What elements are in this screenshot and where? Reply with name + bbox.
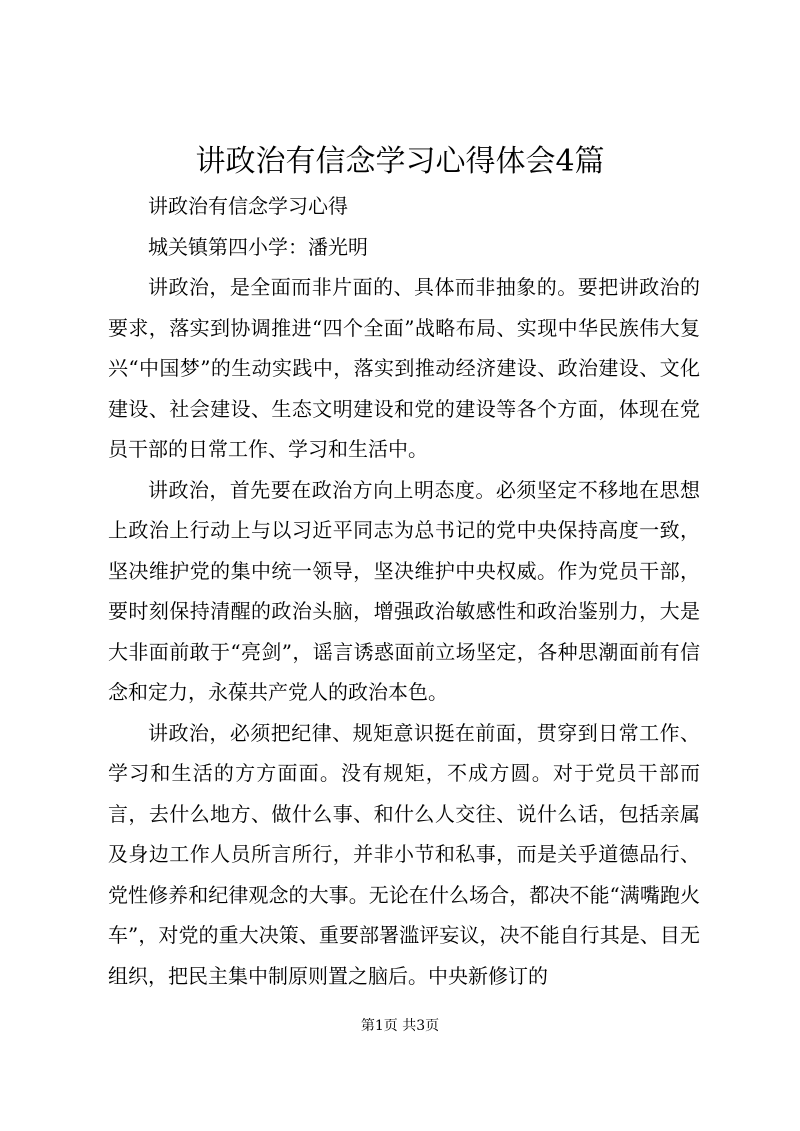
page-footer: 第1页 共3页 [360,1018,440,1034]
document-title: 讲政治有信念学习心得体会4篇 [195,144,605,179]
author-paragraph: 城关镇第四小学：潘光明 [148,234,368,259]
body-paragraph: 讲政治，首先要在政治方向上明态度。必须坚定不移地在思想上政治上行动上与以习近平同志为总书记的党中央保持高度一致，坚决维护党的集中统一领导，坚决维护中央权威。作为党员干部，要时刻保持清醒的政治头脑，增强政治敏感性和政治鉴别力，大是大非面前敢于“亮剑”，谣言诱惑面前立场坚定，各种思潮面前有信念和定力，永葆共产党人的政治本色。 [108,477,700,704]
body-paragraph: 讲政治，是全面而非片面的、具体而非抽象的。要把讲政治的要求，落实到协调推进“四个全面”战略布局、实现中华民族伟大复兴“中国梦”的生动实践中，落实到推动经济建设、政治建设、文化建设、社会建设、生态文明建设和党的建设等各个方面，体现在党员干部的日常工作、学习和生活中。 [108,275,700,461]
body-paragraph: 讲政治，必须把纪律、规矩意识挺在前面，贯穿到日常工作、学习和生活的方方面面。没有规矩，不成方圆。对于党员干部而言，去什么地方、做什么事、和什么人交往、说什么话，包括亲属及身边工作人员所言所行，并非小节和私事，而是关乎道德品行、党性修养和纪律观念的大事。无论在什么场合，都决不能“满嘴跑火车”，对党的重大决策、重要部署滥评妄议，决不能自行其是、目无组织，把民主集中制原则置之脑后。中央新修订的 [108,720,700,988]
document-body [108,186,700,996]
subtitle-paragraph: 讲政治有信念学习心得 [148,194,348,218]
